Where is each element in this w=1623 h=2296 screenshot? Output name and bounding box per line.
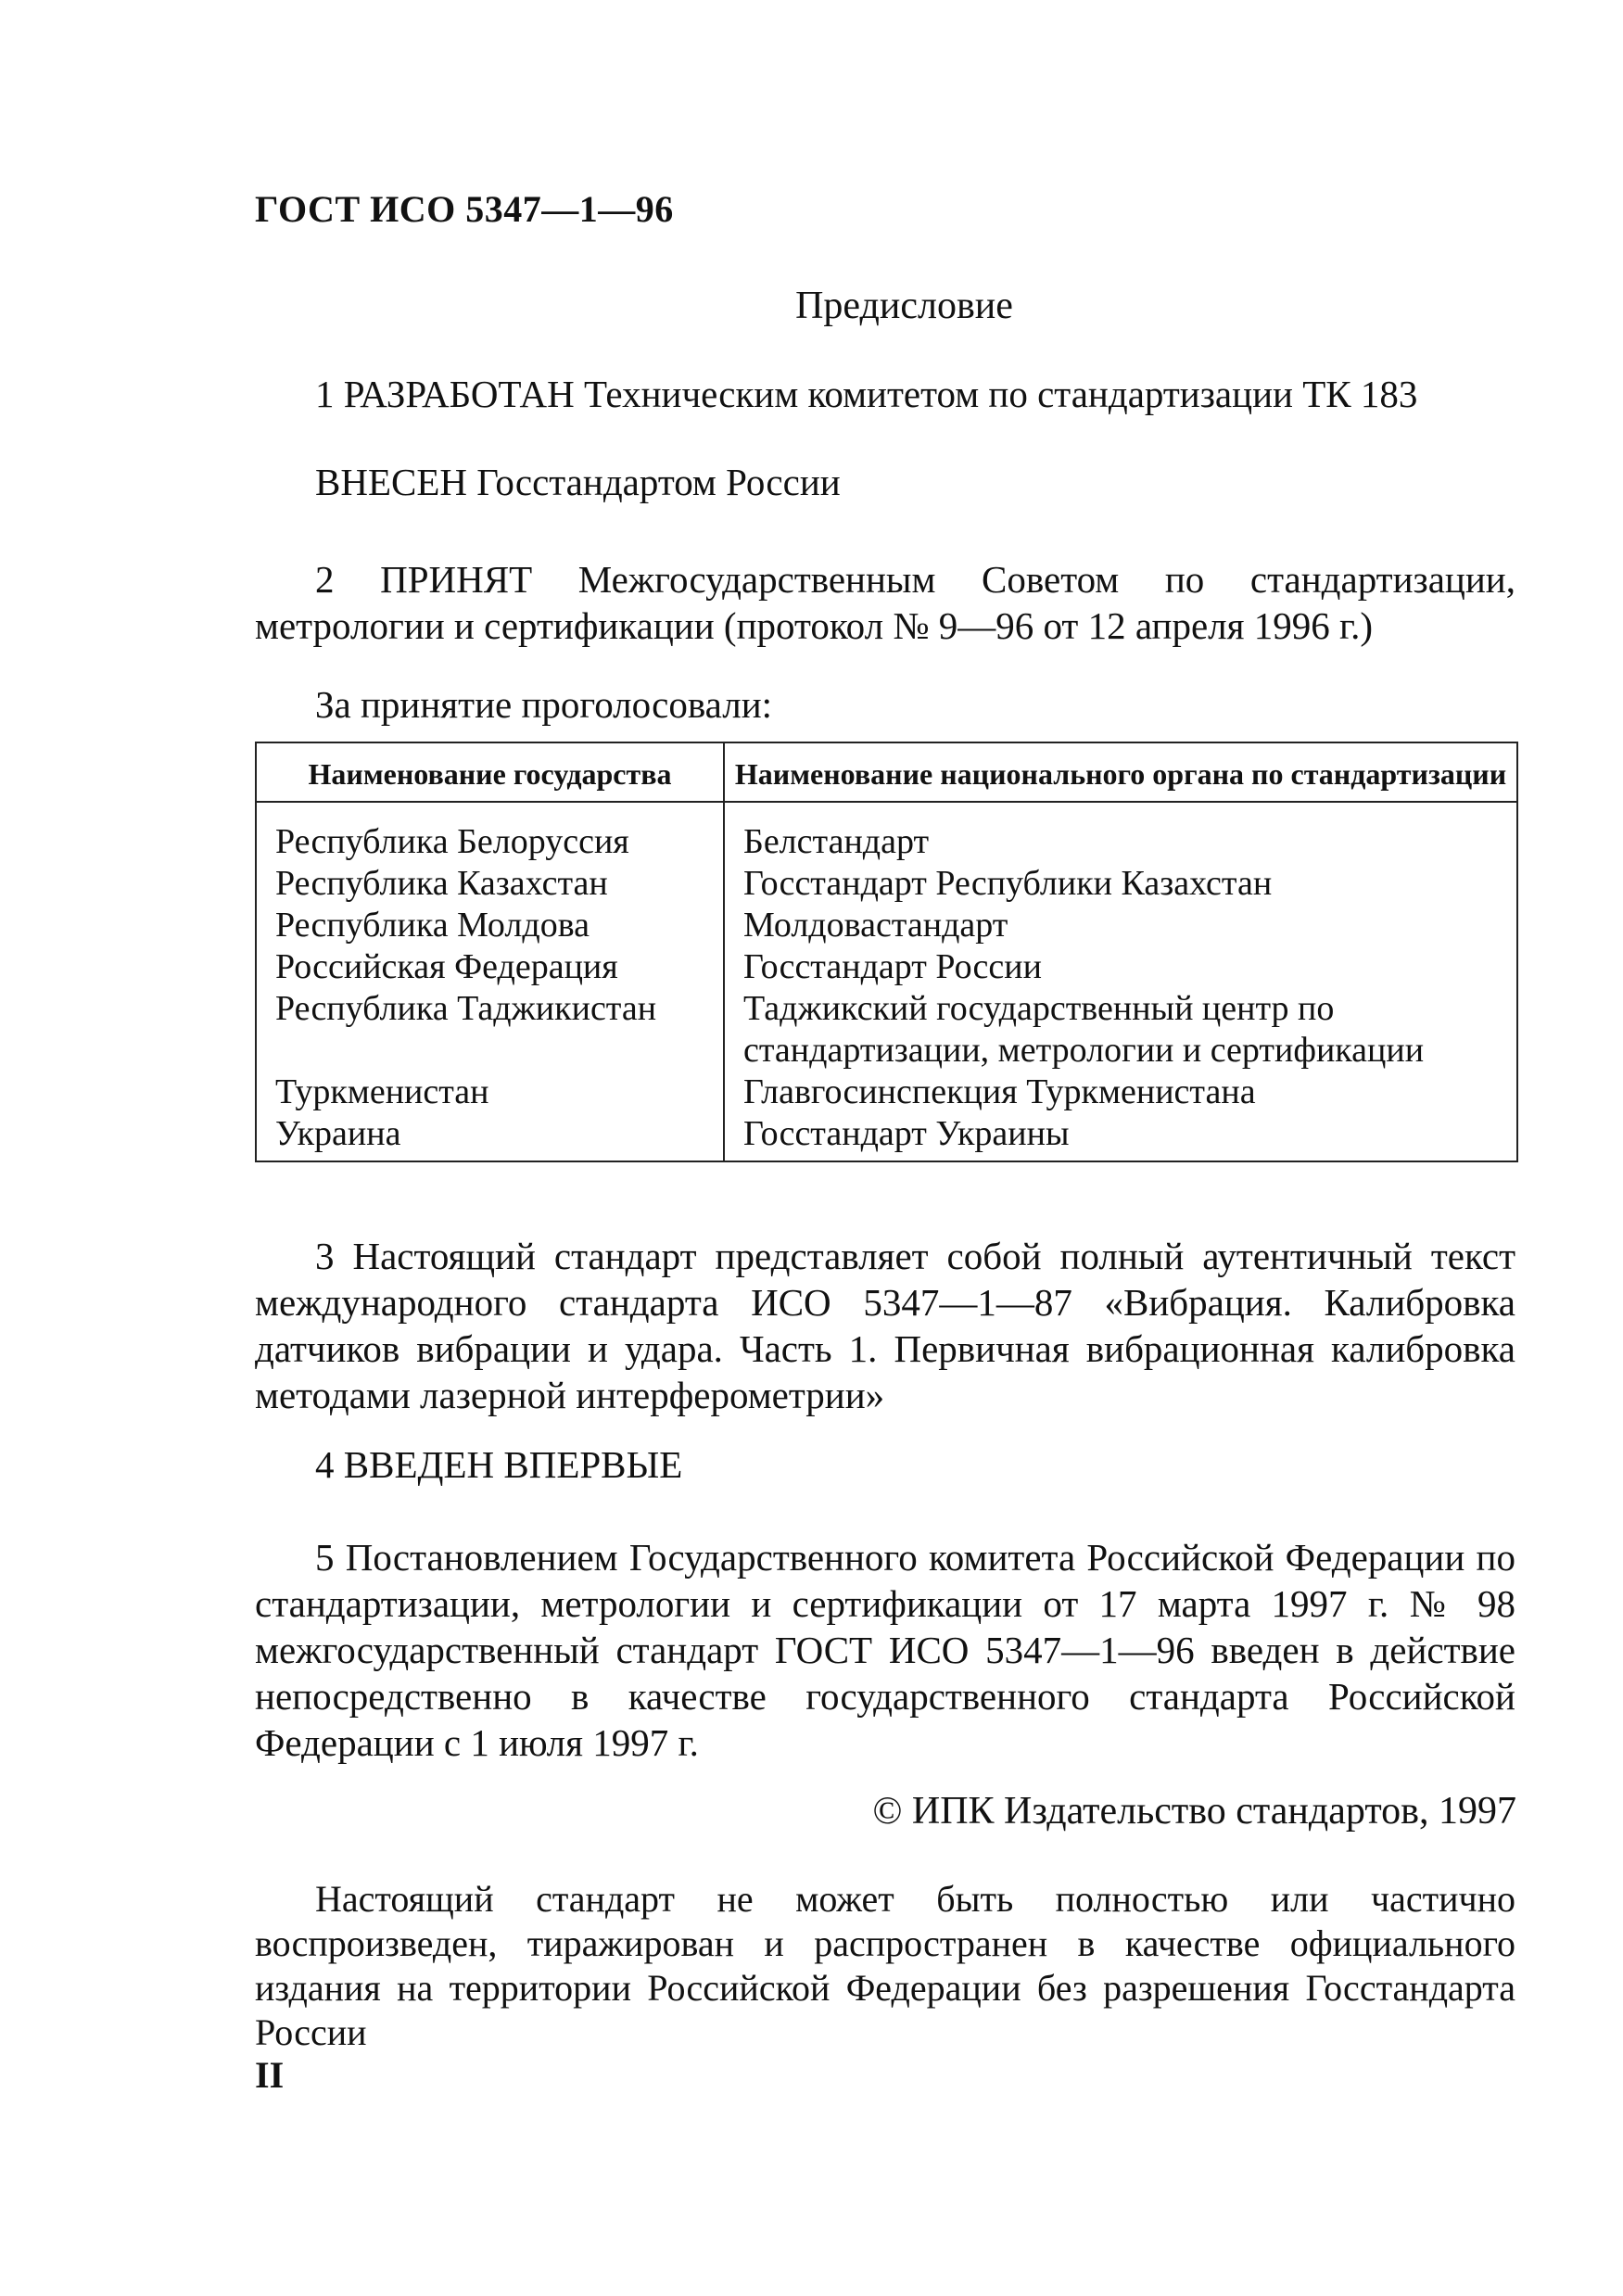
item-3-text: 3 Настоящий стандарт представляет собой полный аутентичный текст международного стандарта ИСО 5347—1—87 «Вибрация. Калибровка датчиков вибрации и удара. Часть 1. Первичная вибрационная калибровка методами лазерной интерферометрии» bbox=[255, 1235, 1515, 1416]
table-header-row bbox=[256, 742, 1517, 802]
copyright-line: © ИПК Издательство стандартов, 1997 bbox=[872, 1790, 1516, 1833]
body-cell: Госстандарт Украины bbox=[724, 1113, 1517, 1161]
state-cell: Республика Таджикистан bbox=[256, 988, 724, 1072]
item-3-authentic-text bbox=[255, 1233, 1515, 1418]
item-1b-text: ВНЕСЕН Госстандартом России bbox=[315, 461, 841, 503]
item-5-resolution bbox=[255, 1534, 1515, 1766]
table-row bbox=[256, 905, 1517, 946]
notice-text: Настоящий стандарт не может быть полностью или частично воспроизведен, тиражирован и распространен в качестве официального издания на территории Российской Федерации без разрешения Госстандарта России bbox=[255, 1878, 1515, 2053]
state-cell: Украина bbox=[256, 1113, 724, 1161]
state-cell: Республика Казахстан bbox=[256, 863, 724, 905]
header-state: Наименование государства bbox=[256, 742, 724, 802]
table-row bbox=[256, 863, 1517, 905]
item-2-text: 2 ПРИНЯТ Межгосударственным Советом по стандартизации, метрологии и сертификации (протокол № 9—96 от 12 апреля 1996 г.) bbox=[255, 558, 1515, 647]
item-5-text: 5 Постановлением Государственного комитета Российской Федерации по стандартизации, метрологии и сертификации от 17 марта 1997 г. № 98 межгосударственный стандарт ГОСТ ИСО 5347—1—96 введен в действие непосредственно в качестве государственного стандарта Российской Федерации с 1 июля 1997 г. bbox=[255, 1536, 1515, 1764]
foreword-title: Предисловие bbox=[795, 285, 1013, 327]
item-4-text: 4 ВВЕДЕН ВПЕРВЫЕ bbox=[315, 1443, 683, 1486]
body-cell: Главгосинспекция Туркменистана bbox=[724, 1072, 1517, 1113]
item-1-text: 1 РАЗРАБОТАН Техническим комитетом по стандартизации ТК 183 bbox=[315, 373, 1418, 415]
state-cell: Республика Молдова bbox=[256, 905, 724, 946]
table-row bbox=[256, 946, 1517, 988]
table-row bbox=[256, 1072, 1517, 1113]
votes-intro-text: За принятие проголосовали: bbox=[315, 683, 773, 726]
body-cell: Госстандарт России bbox=[724, 946, 1517, 988]
body-cell: Белстандарт bbox=[724, 802, 1517, 863]
page-number: II bbox=[255, 2054, 285, 2096]
table-row bbox=[256, 1113, 1517, 1161]
header-national-body: Наименование национального органа по стандартизации bbox=[724, 742, 1517, 802]
body-cell: Госстандарт Республики Казахстан bbox=[724, 863, 1517, 905]
state-cell: Республика Белоруссия bbox=[256, 802, 724, 863]
votes-intro bbox=[255, 681, 1515, 728]
table-row bbox=[256, 988, 1517, 1072]
body-cell: Молдовастандарт bbox=[724, 905, 1517, 946]
item-1-introduced bbox=[255, 459, 1515, 505]
state-cell: Туркменистан bbox=[256, 1072, 724, 1113]
reproduction-notice bbox=[255, 1877, 1515, 2055]
item-1-developed bbox=[255, 371, 1515, 417]
voting-table bbox=[255, 742, 1518, 1162]
state-cell: Российская Федерация bbox=[256, 946, 724, 988]
table-row bbox=[256, 802, 1517, 863]
item-4-first-introduced bbox=[255, 1441, 1515, 1488]
item-2-adopted bbox=[255, 556, 1515, 649]
body-cell: Таджикский государственный центр по стандартизации, метрологии и сертификации bbox=[724, 988, 1517, 1072]
standard-header: ГОСТ ИСО 5347—1—96 bbox=[255, 188, 674, 230]
